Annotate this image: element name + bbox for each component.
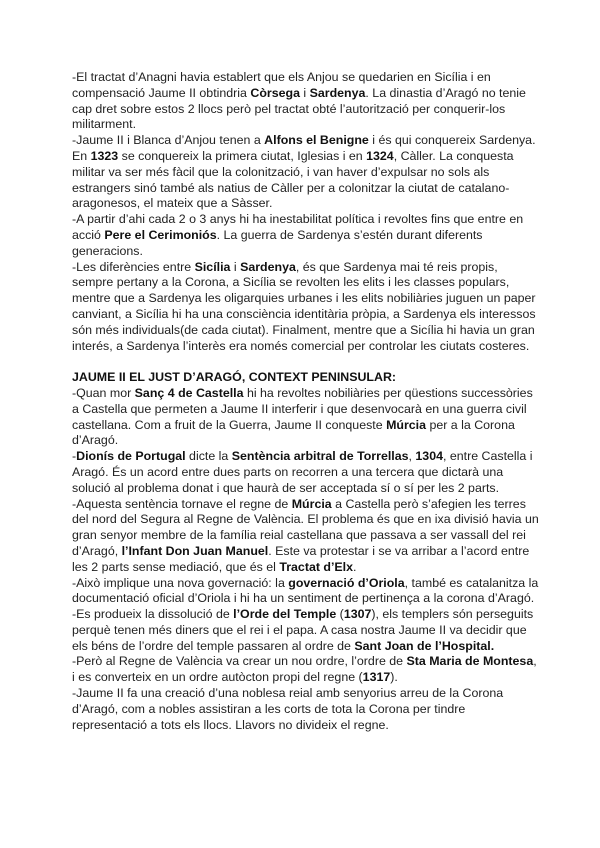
text-run: . La dinastia d’Aragó no tenie cap dret sobre estos 2 llocs però pel tractat obté l’autorització per conquerir-los militarment. [72, 85, 526, 132]
text-run: , entre Castella i Aragó. És un acord entre dues parts on recorren a una tercera que dictarà una solució al problema donat i que haurà de ser acceptada sí o sí per les 2 parts. [72, 449, 533, 495]
bold-text: Pere el Cerimoniós [104, 227, 217, 242]
text-run: i [230, 259, 241, 274]
bold-text: Sta Maria de Montesa [406, 654, 534, 669]
text-run: ). [390, 670, 398, 685]
bold-text: Sicília [194, 259, 231, 274]
text-run: -Això implique una nova governació: la [72, 575, 289, 590]
bold-text: Tractat d’Elx [279, 559, 354, 574]
bold-text: l’Infant Don Juan Manuel [121, 543, 269, 558]
text-run: -Es produeix la dissolució de [72, 607, 234, 622]
text-run: ( [336, 607, 344, 622]
paragraph-anagni [72, 70, 540, 133]
text-run: ), els templers són perseguits perquè tenen més diners que el rei i el papa. A casa nostra Jaume II va decidir que els béns de l’ordre del temple passaren al ordre de [72, 607, 534, 653]
paragraph-sicilia-sardenya [72, 260, 540, 355]
document-page [72, 70, 540, 733]
section-heading: JAUME II EL JUST D’ARAGÓ, CONTEXT PENINSULAR: [72, 370, 397, 385]
text-run: -Jaume II fa una creació d’una noblesa reial amb senyorius arreu de la Corona d’Aragó, com a nobles assistiran a les corts de tota la Corona per tindre representació a tots els llocs. Llavors no divideix el regne. [72, 686, 504, 732]
bold-text: Sentència arbitral de Torrellas [231, 449, 409, 464]
text-run: i és qui conquereix Sardenya. En [72, 133, 536, 163]
text-run: dicte la [185, 449, 232, 464]
text-run: -El tractat d’Anagni havia establert que els Anjou se quedarien en Sicília i en compensació Jaume II obtindria [72, 70, 491, 100]
bold-text: Múrcia [291, 496, 332, 511]
text-run: -Les diferències entre [72, 259, 195, 274]
bold-text: Sanç 4 de Castella [134, 385, 244, 400]
text-run: . Este va protestar i se va arribar a l’acord entre les 2 parts sense mediació, que és el [72, 543, 530, 574]
text-run: i [299, 85, 310, 100]
text-run: , és que Sardenya mai té reis propis, sempre pertany a la Corona, a Sicília se revolten les elits i les classes populars, mentre que a Sardenya les oligarquies urbanes i les elits nobiliàries juguen un paper canviant, a Sicília hi ha una consciència identitària pròpia, a Sardenya els interessos són més individuals(de cada ciutat). Finalment, mentre que a Sicília hi havia un gran interés, a Sardenya l’interès era només comercial per controlar les ciutats costeres. [72, 259, 536, 353]
text-run: se conquereix la primera ciutat, Iglesias i en [118, 148, 367, 163]
text-run: , [408, 449, 416, 464]
paragraph-torrellas [72, 449, 540, 496]
bold-text: 1304 [415, 449, 443, 464]
bold-text: Sardenya [309, 85, 366, 100]
text-run: a Castella però s’afegien les terres del nord del Segura al Regne de València. El problema és que en ixa divisió havia un gran senyor membre de la família reial castellana que passava a ser vassall del rei d’Aragó, [72, 496, 539, 558]
bold-text: Dionís de Portugal [76, 449, 186, 464]
paragraph-alfons-benigne [72, 133, 540, 212]
text-run: -Quan mor [72, 385, 135, 400]
text-run: per a la Corona d’Aragó. [72, 417, 515, 448]
paragraph-montesa [72, 654, 540, 686]
section-gap [72, 354, 540, 370]
text-run: , també es catalanitza la documentació oficial d’Oriola i hi ha un sentiment de pertinença a la corona d’Aragó. [72, 575, 539, 606]
paragraph-pere-cerimonios [72, 212, 540, 259]
text-run: , Càller. La conquesta militar va ser més fàcil que la colonització, i van haver d’expulsar no sols als estrangers sinó també als natius de Càller per a colonitzar la ciutat de catalano-aragonesos, el mateix que a Sàsser. [72, 148, 514, 211]
text-run: . La guerra de Sardenya s’estén durant diferents generacions. [72, 227, 483, 258]
bold-text: 1323 [90, 148, 119, 163]
paragraph-temple [72, 607, 540, 654]
text-run: -A partir d’ahi cada 2 o 3 anys hi ha inestabilitat política i revoltes fins que entre en acció [72, 212, 524, 242]
bold-text: Múrcia [386, 417, 426, 432]
bold-text: Sant Joan de l’Hospital. [354, 638, 495, 653]
bold-text: 1324 [366, 148, 394, 163]
text-run: - [72, 449, 77, 464]
bold-text: 1307 [343, 607, 372, 622]
text-run: -Jaume II i Blanca d’Anjou tenen a [72, 133, 265, 148]
bold-text: Còrsega [250, 85, 300, 100]
bold-text: Alfons el Benigne [264, 133, 369, 148]
bold-text: 1317 [362, 670, 391, 685]
paragraph-murcia-elx [72, 497, 540, 576]
text-run: , i es converteix en un ordre autòcton propi del regne ( [72, 654, 537, 685]
paragraph-oriola [72, 576, 540, 608]
text-run: -Però al Regne de València va crear un nou ordre, l’ordre de [72, 654, 407, 669]
bold-text: governació d’Oriola [288, 575, 405, 590]
text-run: . [353, 559, 357, 574]
bold-text: Sardenya [240, 259, 296, 274]
paragraph-sanc-castella [72, 386, 540, 449]
bold-text: l’Orde del Temple [233, 607, 337, 622]
text-run: -Aquesta sentència tornave el regne de [72, 496, 292, 511]
paragraph-noblesa [72, 686, 540, 733]
text-run: hi ha revoltes nobiliàries per qüestions successòries a Castella que permeten a Jaume II interferir i que desenvocarà en una guerra civil castellana. Com a fruit de la Guerra, Jaume II conqueste [72, 385, 533, 432]
